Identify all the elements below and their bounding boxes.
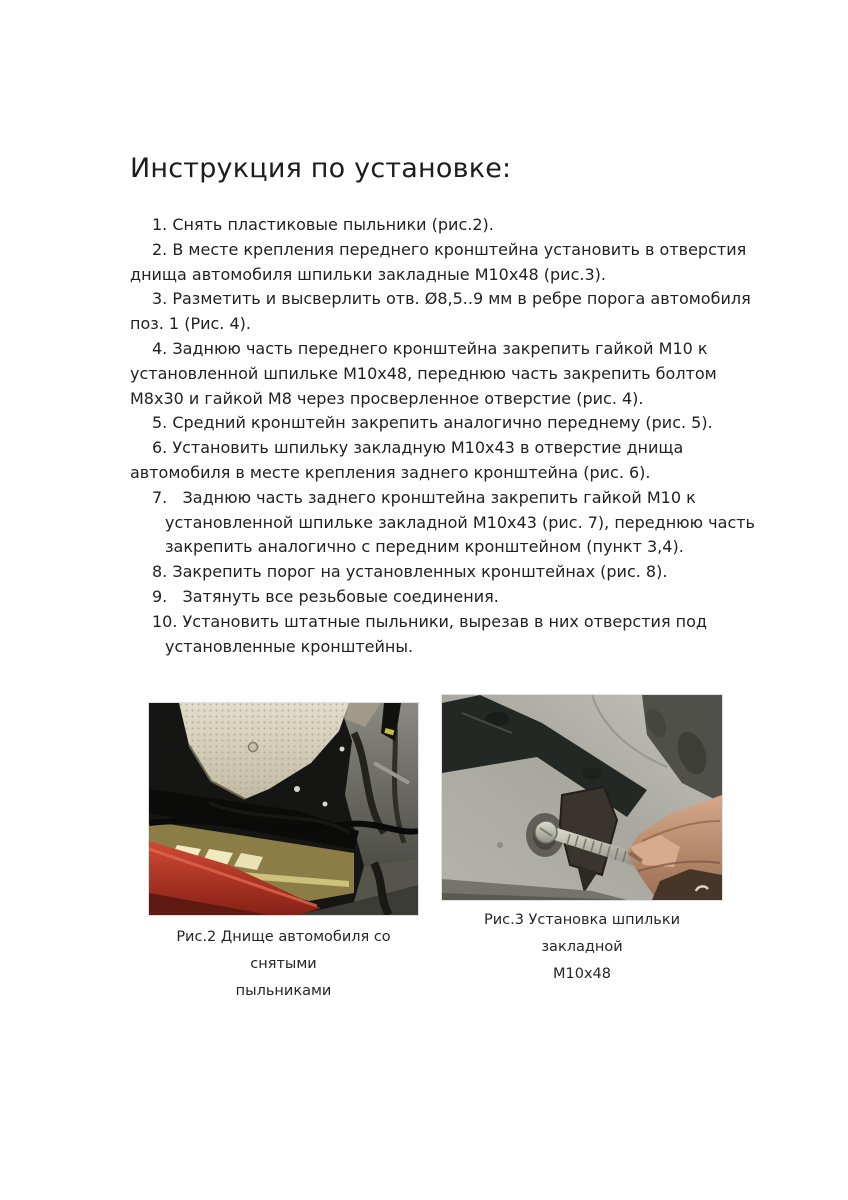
instruction-line: 2. В месте крепления переднего кронштейна установить в отверстия: [152, 239, 747, 259]
instruction-line: 9. Затянуть все резьбовые соединения.: [152, 586, 499, 606]
caption-line: Рис.3 Установка шпильки закладной: [483, 912, 681, 955]
figure3-photo: [442, 695, 722, 900]
instruction-line: 7. Заднюю часть заднего кронштейна закрепить гайкой М10 к: [152, 487, 696, 507]
figure-2: [149, 703, 418, 1005]
instruction-line: установленные кронштейны.: [165, 636, 414, 656]
instruction-line: установленной шпильке закладной М10х43 (рис. 7), переднюю часть: [165, 512, 755, 532]
figure2-caption: [149, 924, 418, 1005]
figure3-caption: [442, 907, 722, 988]
caption-line: пыльниками: [235, 983, 332, 999]
instruction-line: 1. Снять пластиковые пыльники (рис.2).: [152, 215, 494, 234]
instruction-line: закрепить аналогично с передним кронштейном (пункт 3,4).: [165, 537, 684, 557]
instruction-line: днища автомобиля шпильки закладные М10х48 (рис.3).: [130, 264, 606, 284]
caption-line: М10х48: [553, 966, 611, 982]
instruction-line: автомобиля в месте крепления заднего кронштейна (рис. 6).: [130, 462, 651, 482]
instruction-line: установленной шпильке М10х48, переднюю часть закрепить болтом: [130, 363, 717, 383]
instruction-line: поз. 1 (Рис. 4).: [130, 314, 251, 334]
instruction-list: [130, 213, 770, 659]
figure-3: [442, 695, 722, 988]
instruction-line: М8х30 и гайкой М8 через просверленное отверстие (рис. 4).: [130, 388, 644, 408]
instruction-line: 6. Установить шпильку закладную М10х43 в отверстие днища: [152, 438, 684, 458]
instruction-line: 4. Заднюю часть переднего кронштейна закрепить гайкой М10 к: [152, 338, 708, 358]
figure2-photo: [149, 703, 418, 915]
instruction-line: 10. Установить штатные пыльники, вырезав в них отверстия под: [152, 611, 707, 631]
page-title: Инструкция по установке:: [130, 153, 512, 184]
caption-line: Рис.2 Днище автомобиля со снятыми: [176, 929, 391, 972]
instruction-line: 8. Закрепить порог на установленных кронштейнах (рис. 8).: [152, 562, 668, 582]
instruction-line: 3. Разметить и высверлить отв. Ø8,5..9 мм в ребре порога автомобиля: [152, 289, 751, 309]
instruction-line: 5. Средний кронштейн закрепить аналогично переднему (рис. 5).: [152, 413, 713, 433]
